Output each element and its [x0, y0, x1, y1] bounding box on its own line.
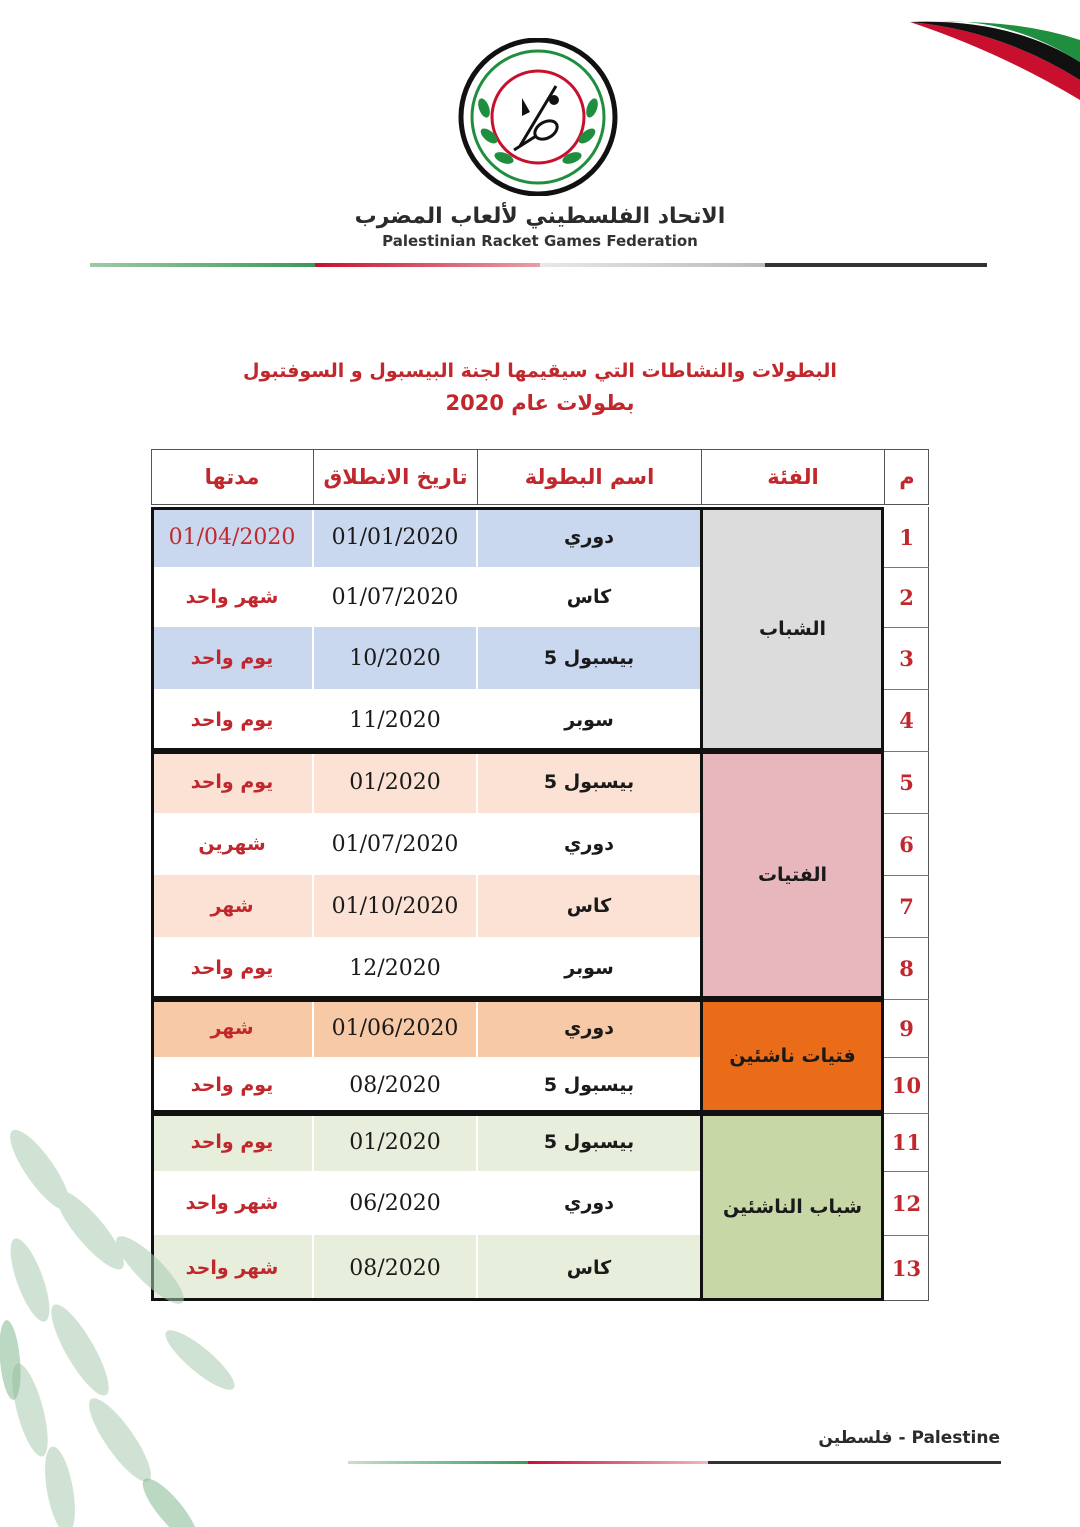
page-subtitle: بطولات عام 2020 [445, 391, 635, 415]
federation-logo [456, 38, 620, 196]
duration: يوم واحد [190, 709, 274, 731]
championship-name: دوري [564, 1192, 614, 1214]
start-date: 01/01/2020 [331, 524, 459, 550]
page-title: البطولات والنشاطات التي سيقيمها لجنة البيسبول و السوفتبول [243, 360, 837, 382]
row-number: 7 [899, 893, 914, 919]
header-rule-red [315, 263, 540, 267]
column-header-category: الفئة [701, 449, 884, 505]
row-number: 8 [899, 955, 914, 981]
row-number: 13 [891, 1255, 922, 1281]
footer-rule-green [348, 1461, 528, 1464]
championship-name: كاس [566, 586, 612, 608]
duration: شهر واحد [185, 586, 279, 608]
category-cell: فتيات ناشئين [701, 999, 884, 1113]
duration: يوم واحد [190, 1074, 274, 1096]
championship-name: كاس [566, 1257, 612, 1279]
championship-name: دوري [564, 526, 614, 548]
start-date: 06/2020 [349, 1190, 441, 1216]
duration: يوم واحد [190, 647, 274, 669]
column-header-duration: مدتها [204, 465, 260, 489]
start-date: 11/2020 [349, 707, 441, 733]
start-date: 01/2020 [349, 1129, 441, 1155]
row-number: 11 [891, 1129, 922, 1155]
header-rule-black [765, 263, 987, 267]
row-number: 5 [899, 769, 914, 795]
start-date: 01/2020 [349, 769, 441, 795]
row-number: 9 [899, 1015, 914, 1041]
row-number: 1 [899, 524, 914, 550]
championship-name: سوبر [564, 957, 614, 979]
column-header-num: م [884, 449, 929, 505]
row-number: 12 [891, 1190, 922, 1216]
column-header-name: اسم البطولة [477, 449, 701, 505]
duration: يوم واحد [190, 957, 274, 979]
championship-name: دوري [564, 1017, 614, 1039]
start-date: 08/2020 [349, 1072, 441, 1098]
organization-name-arabic: الاتحاد الفلسطيني لألعاب المضرب [354, 204, 726, 229]
start-date: 01/07/2020 [331, 584, 459, 610]
organization-name-english: Palestinian Racket Games Federation [382, 232, 698, 250]
duration: يوم واحد [190, 1131, 274, 1153]
start-date: 01/06/2020 [331, 1015, 459, 1041]
duration: شهرين [198, 833, 266, 855]
category-cell: الفتيات [701, 751, 884, 999]
championship-name: بيسبول 5 [543, 771, 635, 793]
footer-rule-black [708, 1461, 1001, 1464]
championship-name: بيسبول 5 [543, 647, 635, 669]
championship-name: دوري [564, 833, 614, 855]
duration: يوم واحد [190, 771, 274, 793]
start-date: 10/2020 [349, 645, 441, 671]
start-date: 01/07/2020 [331, 831, 459, 857]
duration: 01/04/2020 [168, 524, 296, 550]
header-rule-green [90, 263, 315, 267]
duration: شهر واحد [185, 1192, 279, 1214]
duration: شهر واحد [185, 1257, 279, 1279]
championship-name: كاس [566, 895, 612, 917]
category-cell: الشباب [701, 507, 884, 751]
row-number: 2 [899, 584, 914, 610]
championship-name: سوبر [564, 709, 614, 731]
championship-name: بيسبول 5 [543, 1074, 635, 1096]
footer-location: فلسطين - Palestine [818, 1428, 1000, 1448]
row-number: 6 [899, 831, 914, 857]
duration: شهر [210, 895, 254, 917]
header-rule-grey [540, 263, 765, 267]
row-number: 3 [899, 645, 914, 671]
start-date: 12/2020 [349, 955, 441, 981]
footer-rule-red [528, 1461, 708, 1464]
championship-name: بيسبول 5 [543, 1131, 635, 1153]
row-number: 10 [891, 1072, 922, 1098]
duration: شهر [210, 1017, 254, 1039]
olive-leaves-decoration [0, 1110, 330, 1527]
row-number: 4 [899, 707, 914, 733]
column-header-start: تاريخ الانطلاق [313, 449, 477, 505]
flag-corner-decoration [880, 0, 1080, 110]
category-cell: شباب الناشئين [701, 1113, 884, 1301]
start-date: 08/2020 [349, 1255, 441, 1281]
start-date: 01/10/2020 [331, 893, 459, 919]
